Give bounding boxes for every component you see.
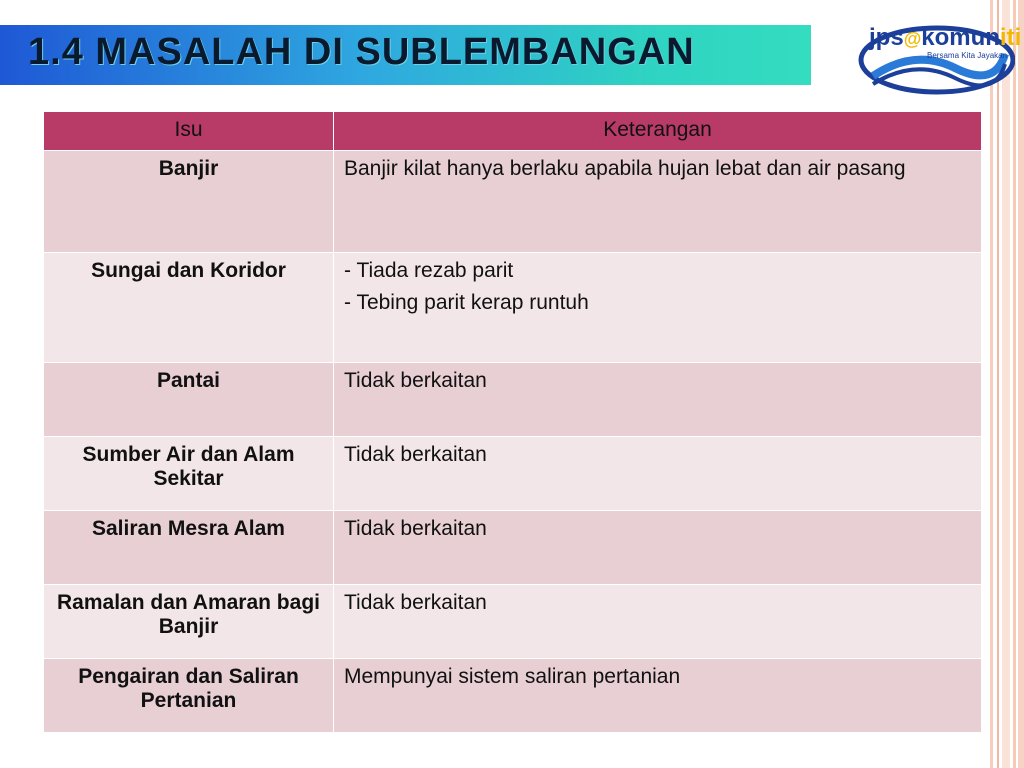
page-title: 1.4 MASALAH DI SUBLEMBANGAN [28,31,695,73]
table-row [44,659,982,733]
keterangan-cell [334,253,982,363]
header-keterangan: Keterangan [334,112,982,151]
isu-cell: Ramalan dan Amaran bagi Banjir [44,585,334,659]
jps-komuniti-logo: jps@komuniti Bersama Kita Jayakan [855,18,1015,96]
isu-cell: Banjir [44,151,334,253]
table-row [44,437,982,511]
keterangan-cell [334,437,982,511]
keterangan-line: - Tebing parit kerap runtuh [344,291,589,314]
keterangan-cell [334,585,982,659]
keterangan-cell [334,511,982,585]
issues-table [43,111,982,733]
keterangan-line: Tidak berkaitan [344,443,487,466]
keterangan-line: Mempunyai sistem saliran pertanian [344,665,681,688]
decorative-stripes [984,0,1024,768]
keterangan-cell [334,151,982,253]
keterangan-line: Tidak berkaitan [344,591,487,614]
isu-cell: Sungai dan Koridor [44,253,334,363]
isu-cell: Pengairan dan Saliran Pertanian [44,659,334,733]
table-row [44,511,982,585]
table-row [44,585,982,659]
keterangan-line: Tidak berkaitan [344,517,487,540]
table-header-row [44,112,982,151]
keterangan-line: Banjir kilat hanya berlaku apabila hujan lebat dan air pasang [344,157,906,180]
keterangan-line: Tidak berkaitan [344,369,487,392]
keterangan-cell [334,659,982,733]
table-row [44,151,982,253]
keterangan-cell [334,363,982,437]
isu-cell: Saliran Mesra Alam [44,511,334,585]
table-row [44,363,982,437]
header-isu: Isu [44,112,334,151]
isu-cell: Pantai [44,363,334,437]
keterangan-line: - Tiada rezab parit [344,259,514,282]
table-row [44,253,982,363]
isu-cell: Sumber Air dan Alam Sekitar [44,437,334,511]
